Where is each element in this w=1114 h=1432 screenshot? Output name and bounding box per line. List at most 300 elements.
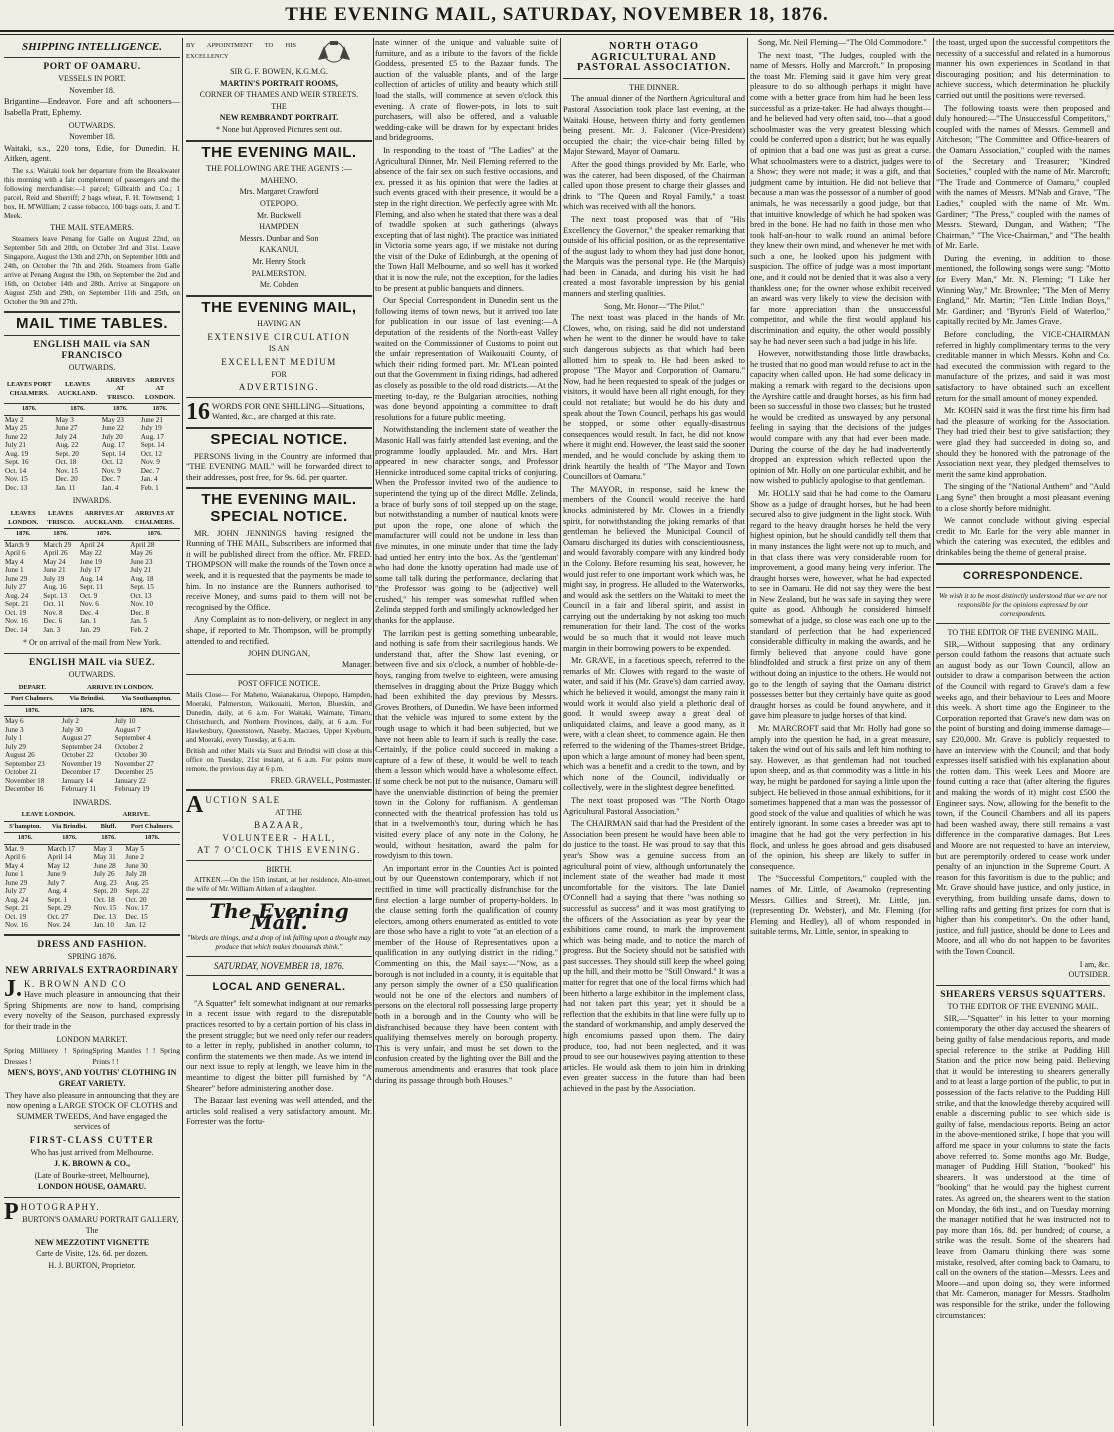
table-cell: Aug. 23 (93, 878, 117, 887)
outwards-title: OUTWARDS. (68, 120, 116, 130)
jkbrown-head: K. BROWN AND CO (24, 978, 128, 989)
table-cell: March 9 (5, 540, 30, 549)
table-cell: July 21 (130, 566, 152, 574)
table-cell: Aug. 17 (140, 432, 164, 441)
mezzotint: NEW MEZZOTINT VIGNETTE (34, 1237, 150, 1247)
table-row (4, 433, 180, 442)
spring-title: SPRING 1876. (67, 952, 117, 962)
table-subheader: Bluff. (93, 821, 125, 833)
table-cell: May 3 (55, 415, 74, 424)
table-cell: December 17 (61, 768, 101, 777)
letter-2: SIR,—"Squatter" in his letter to your morning contemporary the other day accused the shearers of being guilty of false mendacious reports, and made special reference to the strike at Pudding Hill Station and the price now being paid. Believing that it would be interesting to shearers generally and to at least a large portion of the public, to put in possession of the facts relative to the Pudding Hill strike, and that the knowledge thereby acquired will enable a discerning public to see which side is guilty of false, mendacious reports. Being an actor in the above-mentioned strike, I hope that you will afford me space in your columns to state the facts above referred to. Some months ago Mr. Budge, manager of Pudding Hill Station, "booked" his shearers. It was understood at the time of "booking" that he would pay the highest current rates. As agreed on, the shearers went to the station on Monday, the 6th inst., and on Tuesday morning the manager notified that he was instructed not to pay more than 16s. 8d. per hundred; of course, a strike was the result. Some of the shearers had leave from Oamaru thinking there was some mistake, resolved, after coming back to Oamaru, to call on the owners of the station—Messrs. Lees and Moore—and upon doing so, they were informed that Mr. Cameron, manager for Messrs. Stadholm was responsible for the strike, under the following circumstances: (936, 1013, 1110, 1320)
table-cell: June 29 (5, 878, 28, 887)
table-cell: Sept. 22 (125, 887, 149, 896)
table-cell: November 18 (5, 776, 45, 785)
col5-paragraph: The next toast, "The Judges, coupled with the name of Messrs. Holly and Marcroft." In proposing the toast Mr. Fleming said it gave him very great pleasure to do so although perhaps it might have come with a better grace from him had he been less successful as a prize-taker. He had always thought—and he believed had very often said, too—that a good schoolmaster was the very greatest blessing which could be conferred upon a district; but he was equally of opinion that a bad one was just as great a curse. What schoolmasters were to a district, judges were to a Show; they were not made; it was a gift, and that judgment came by intuition. He did not believe that because a man was the possessor of a number of good animals, he was necessarily a good judge, but that that intuitive knowledge of which he had spoken was bred in the bone. He had no faith in those men who took half-an-hour to walk round an animal before they knew their own mind, and whenever he met with such a one, he looked upon his judgment with suspicion. The office of judge was a most important one, and it could not be denied that it was also a very thankless one; for the owner whose exhibit received an award was very likely to view the decision with far more appreciation than the unsuccessful competitor, and while the first would applaud his discrimination and equity, the other would possibly say he had never seen such a bad judge in his life. (750, 50, 931, 346)
table-row (4, 751, 180, 760)
table-row (4, 609, 180, 618)
col3-paragraph: nate winner of the unique and valuable suite of furniture, and as a tribute to the favors of the fickle Goddess, presented £5 to the Bazaar funds. The auction of the valuable plants, and of the large collection of articles of utility and beauty which still load the stalls, will commence at seven o'clock this evening. A crate of flower-pots, in lots to suit purchasers, will also be offered, and a valuable wedding-cake will be drawn for by expectant brides and bridegrooms. (375, 38, 558, 143)
dinner-title: THE DINNER. (629, 82, 679, 92)
table-cell: January 14 (61, 776, 93, 785)
col3-paragraph: Our Special Correspondent in Dunedin sent us the following items of town news, but it arrived too late for publication in our issue of last evening:—A deputation of the residents of the North-east Valley waited on the Commissioner of Customs to point out the unfair representation of Waikouaiti County, of which their riding formed part. Mr. M'Lean pointed out that the Government in fixing ridings, had adhered as closely as possible to the old road districts.—At the meeting to-day, re the Bulgarian atrocities, nothing was done beyond appointing a committee to draft resolutions for a future public meeting. (375, 296, 558, 422)
waitaki-text: The s.s. Waitaki took her departure from the Breakwater this morning with a fair complement of passengers and the following merchandise:—1 parcel; Gilbraith and Co.; 1 parcel, Reid and Sherriff; 2 bags wheat, F. H. Townsend; 1 box, H. M'William; 2 casse tobacco, 100 bags oats, J. and T. Meek. (4, 166, 180, 220)
rembrandt: NEW REMBRANDT PORTRAIT. (219, 113, 339, 123)
having-an: HAVING AN (257, 319, 301, 329)
table-cell: June 2 (125, 853, 144, 862)
excellent: EXCELLENT MEDIUM (221, 357, 337, 368)
table-row (4, 844, 180, 853)
jkb-late: (Late of Bourke-street, Melbourne), (34, 1170, 150, 1180)
table-cell: August 7 (114, 725, 141, 734)
table-subheader: Via Southampton. (114, 694, 180, 706)
evening-mail-title-2: THE EVENING MAIL. (201, 491, 357, 509)
table-cell: May 2 (5, 415, 24, 424)
jkb-signature: J. K. BROWN & CO., (54, 1159, 130, 1169)
persons-text: PERSONS living in the Country are informed that "THE EVENING MAIL" will be forwarded direct to their addresses, post free, for 9s. 6d. per quarter. (186, 451, 372, 482)
table-subheader: Port Chalmers. (124, 821, 180, 833)
cutter: FIRST-CLASS CUTTER (29, 1134, 155, 1145)
column-divider (182, 38, 183, 1426)
table-cell: June 9 (47, 870, 66, 879)
table-cell: November 19 (61, 759, 101, 768)
table-cell: Jan. 12 (125, 921, 146, 930)
table-cell: Dec. 4 (79, 608, 99, 617)
table-cell: June 28 (93, 861, 116, 870)
table-row (4, 450, 180, 459)
carte: Carte de Visite, 12s. 6d. per dozen. (36, 1249, 148, 1259)
col5-song: Song, Mr. Neil Fleming—"The Old Commodore." (758, 38, 927, 47)
table-row (4, 415, 180, 424)
bazaar-text: The Bazaar last evening was well attended, and the articles sold realised a very satisfactory amount. Mr. Forrester was the fortu- (186, 1096, 372, 1127)
table-header: LEAVE LONDON. (4, 810, 93, 821)
table-row (4, 879, 180, 888)
table-cell: Oct. 9 (79, 591, 98, 600)
table-cell: June 3 (5, 725, 24, 734)
table-cell: July 19 (43, 574, 65, 583)
table-year: 1876. (93, 833, 125, 845)
table-cell: May 12 (47, 861, 70, 870)
table-cell: May 5 (125, 844, 144, 853)
table-cell: Mar. 9 (5, 844, 24, 853)
post-office-title: POST OFFICE NOTICE. (237, 679, 321, 689)
table-cell: Sept. 20 (93, 887, 118, 896)
suez-inwards-table (4, 810, 180, 930)
table-cell: July 19 (140, 424, 162, 433)
dropcap-a: A (186, 791, 204, 818)
table-cell: June 27 (55, 424, 78, 433)
table-year: 1876. (101, 404, 140, 416)
table-cell: April 6 (5, 853, 26, 862)
london-house: LONDON HOUSE, OAMARU. (37, 1182, 146, 1192)
column-5 (750, 38, 931, 1426)
mens-clothing: MEN'S, BOYS', AND YOUTHS' CLOTHING IN GREAT VARIETY. (7, 1068, 177, 1088)
millinery-right: Spring Mantles ! ! Spring Prints ! ! (92, 1046, 180, 1066)
table-cell: October 21 (5, 768, 38, 777)
table-cell: Aug. 25 (125, 878, 149, 887)
burton-signature: H. J. BURTON, Proprietor. (48, 1260, 136, 1270)
col4-paragraph: The annual dinner of the Northern Agricultural and Pastoral Association took place last evening, at the Waitaki House, between thirty and forty gentlemen being present. Mr. J. Falconer (Vice-President) occupied the chair; the vice-chair being filled by Major Steward, Mayor of Oamaru. (563, 94, 745, 157)
table-cell: April 28 (130, 540, 155, 549)
table-year: 1876. (4, 529, 42, 541)
table-cell: Oct. 12 (140, 449, 162, 458)
governor: SIR G. F. BOWEN, K.G.M.G. (230, 67, 328, 76)
table-row (4, 853, 180, 862)
table-cell: September 4 (114, 734, 151, 743)
table-row (4, 424, 180, 433)
column-divider (933, 38, 934, 1426)
table-year: 1876. (140, 404, 180, 416)
table-row (4, 566, 180, 575)
london-market: LONDON MARKET. (56, 1034, 128, 1044)
agent-entry: HAMPDEN (259, 222, 299, 232)
is-an: IS AN (268, 344, 290, 354)
col5-paragraph: The "Successful Competitors," coupled with the names of Mr. Little, of Awamoko (representing Messrs. Gillies and Street), Mr. Little, jun. (representing Dr. Webster), and Mr. Fleming (for Fleming and Hedley), all of whom responded in suitable terms, Mr. Little, senior, in speaking to (750, 874, 931, 937)
table-cell: Aug. 14 (79, 574, 103, 583)
column-divider (747, 38, 748, 1426)
table-cell: May 4 (5, 557, 24, 566)
col4-paragraph: Mr. GRAVE, in a facetious speech, referred to the remarks of Mr. Clowes with regard to the waste of water, and said if his (Mr. Grave's) dam carried away, which he believed it would, amongst the many rain it would work it would also yield a plethoric deal of good. It would sweep away a great deal of unliquidated claims, and leave a good many, as it were, with a clean sheet, to commence again. He then referred to the widening of the Thames-street Bridge, upon which a large amount of money had been spent, which was a benefit and a credit to the town, and by which none of the Council, individually or collectively, were in the slightest degree benefitted. (563, 656, 745, 793)
table-cell: September 23 (5, 759, 45, 768)
table-cell: December 25 (114, 768, 154, 777)
column-4 (563, 38, 745, 1426)
table-header: ARRIVES AT AUCKLAND. (79, 509, 130, 529)
outwards-text: Waitaki, s.s., 220 tons, Edie, for Dunedin. H. Aitken, agent. (4, 143, 180, 164)
agent-place: PALMERSTON. (251, 268, 307, 278)
table-cell: Dec. 8 (130, 608, 150, 617)
agent-entry: KAKANUI. (259, 245, 299, 255)
table-year: 1876. (42, 529, 78, 541)
table-cell: Aug. 18 (130, 574, 154, 583)
table-cell: March 17 (47, 844, 76, 853)
table-cell: Oct. 18 (93, 895, 115, 904)
col6-paragraph: the toast, urged upon the successful competitors the necessity of a successful and related in a humorous manner his own experiences in Scotland in that discouraging position; and his determination to achieve success, which determination he pluckily carried out until the positions were reversed. (936, 38, 1110, 100)
dropcap-j: J. (4, 975, 22, 1002)
table-row (4, 760, 180, 769)
table-cell: Oct. 13 (130, 591, 152, 600)
evening-mail-title: THE EVENING MAIL. (201, 143, 357, 161)
table-row (4, 870, 180, 879)
table-cell: June 21 (43, 566, 66, 574)
table-subheader: Via Brindisi. (46, 821, 92, 833)
table-cell: July 7 (47, 878, 65, 887)
table-cell: Sept. 21 (5, 904, 29, 913)
table-cell: Dec. 15 (125, 912, 148, 921)
table-cell: May 6 (5, 717, 24, 726)
table-row (4, 785, 180, 794)
agent-entry: Mrs. Margaret Crawford (239, 187, 319, 197)
table-row (4, 441, 180, 450)
jkbrown-text: Have much pleasure in announcing that their Spring Shipments are now to hand, comprising every novelty of the Season, purchased expressly for their trade in the (4, 990, 180, 1032)
sf-inwards: INWARDS. (72, 496, 112, 506)
table-cell: July 21 (5, 441, 26, 450)
table-cell: July 20 (101, 432, 123, 441)
table-cell: Jan. 4 (140, 475, 158, 484)
table-row (4, 467, 180, 476)
table-row (4, 904, 180, 913)
table-row (4, 592, 180, 601)
table-cell: Sept. 15 (130, 583, 154, 591)
col4-paragraph: After the good things provided by Mr. Earle, who was the caterer, had been disposed, of the Chairman called upon those present to charge their glasses and drink to "The Queen and Royal Family," a toast which was received with all the honors. (563, 159, 745, 212)
col6-paragraph: The singing of the "National Anthem" and "Auld Lang Syne" then brought a most pleasant evening to a close shortly before midnight. (936, 482, 1110, 513)
table-cell: Dec. 20 (55, 475, 78, 484)
table-year: 1876. (61, 705, 114, 717)
circulation-title: THE EVENING MAIL, (201, 298, 357, 316)
agent-entry: Mr. Buckwell (257, 210, 301, 220)
table-header: LEAVES 'FRISCO. (42, 509, 78, 529)
royal-arms-icon (304, 40, 364, 64)
table-cell: Dec. 6 (43, 617, 63, 625)
table-cell: July 1 (5, 734, 23, 743)
table-cell: Dec. 13 (93, 912, 116, 921)
table-header: LEAVES PORT CHALMERS. (4, 376, 54, 404)
table-row (4, 475, 180, 484)
auction-time: AT 7 O'CLOCK THIS EVENING. (196, 845, 362, 856)
port-title: PORT OF OAMARU. (43, 61, 141, 72)
rembrandt-note: * None but Approved Pictures sent out. (216, 124, 342, 134)
dropcap-p: P (4, 1198, 19, 1225)
table-cell: Nov. 17 (125, 904, 149, 913)
outwards-date: November 18. (69, 132, 115, 142)
sf-inwards-table (4, 509, 180, 634)
table-cell: February 19 (114, 785, 150, 794)
table-cell: April 24 (79, 540, 104, 549)
agent-entry: Messrs. Dunbar and Son (239, 233, 319, 243)
table-cell: October 30 (114, 751, 147, 760)
letter-1: SIR,—Without supposing that any ordinary person could fathom the reasons that actuate such an august body as our Town Council, allow an outsider to draw a comparison between the action of the Council with regard to Grave's dam a few weeks ago, and their behaviour to Lees and Moore this week. A short time ago the Engineer to the Corporation reported that Grave's new dam was on the point of bursting and doing immense damage—say £20,000. Mr. Grave is publicly requested to have an interview with the Council; and that body expresses itself satisfied with his explanation about the rotten dam. This week Lees and Moore are found cutting a race that (after altering the figures and making the words of it) might cost £500 the Engineer says. Now, allowing for the benefit to the town, if the Council Chambers and all its papers had been washed away, there still remains a vast difference in the comparative damages. But Lees and Moore are not requested to have an interview, but are peremptorily ordered to cease work under penalty of an injunction in the Supreme Court. A reason for this favoritism is due to the public; and Mr. Grave should have justice, and only justice, in everything, from building unsafe dams, down to selling rafts and getting first prizes for corn that is higher than his competitor's. On the other hand, justice, and full justice, should be done to Lees and Moore, and all who do not happen to be favorites with the Town Council. (936, 639, 1110, 956)
sf-title: ENGLISH MAIL via SAN FRANCISCO (33, 340, 151, 361)
col5-paragraph: However, notwithstanding those little drawbacks, he trusted that no good man would refuse to act in the capacity when called upon. He had some delicacy in making a remark with regard to the decisions upon the Ayrshire cattle and draught horses, as his firm had been so successful in those two classes; but he trusted he would be credited as unswayed by any personal feeling in saying that the decisions of the judges would compare with any that had ever been made. During the course of the day he had inadvertently dropped an expression which reflected upon the opinion of Mr. Holly on one particular exhibit, and he now wished to publicly apologise to that gentleman. (750, 349, 931, 486)
table-cell: Jan. 11 (55, 483, 76, 492)
col4-paragraph: The next toast proposed was "The North Otago Agricultural Pastoral Association." (563, 795, 745, 816)
table-cell: Aug. 19 (5, 449, 29, 458)
birth-text: AITKEN.—On the 15th instant, at her residence, Aln-street, the wife of Mr. William Aitken of a daughter. (186, 876, 372, 894)
table-cell: May 24 (43, 557, 66, 566)
table-cell: Aug. 22 (55, 441, 79, 450)
suez-inwards: INWARDS. (72, 797, 112, 807)
table-subheader: Via Brindisi. (61, 694, 114, 706)
to-editor-2: TO THE EDITOR OF THE EVENING MAIL. (947, 1002, 1099, 1012)
table-row (4, 583, 180, 592)
masthead-rule (0, 30, 1114, 32)
advertising: ADVERTISING. (238, 382, 320, 393)
table-cell: June 1 (5, 566, 24, 574)
table-cell: Oct. 12 (101, 458, 123, 467)
motto: "Words are things, and a drop of ink falling upon a thought may produce that which makes thousands think." (187, 933, 371, 951)
sixteen-number: 16 (186, 398, 210, 425)
table-cell: May 3 (93, 844, 113, 853)
col6-paragraph: Before concluding, the VICE-CHAIRMAN referred in highly complimentary terms to the very creditable manner in which Messrs. Kohn and Co. had executed the commission with regard to the manufacture of the prizes, and said it was most satisfactory to have obtained such an excellent return for the small amount of money expended. (936, 330, 1110, 403)
table-row (4, 717, 180, 726)
table-cell: April 14 (47, 853, 72, 862)
suez-outwards: OUTWARDS. (68, 670, 116, 680)
table-header: DEPART. (4, 683, 61, 694)
shipping-title: SHIPPING INTELLIGENCE. (22, 41, 162, 53)
table-cell: Nov. 15 (5, 475, 28, 484)
for: FOR (271, 369, 287, 379)
table-cell: Sept. 20 (55, 449, 79, 458)
masthead-rule-thin (0, 34, 1114, 35)
table-cell: Jan. 3 (43, 625, 61, 634)
shearers-title: SHEARERS VERSUS SQUATTERS. (940, 989, 1106, 1000)
col6-paragraph: During the evening, in addition to those mentioned, the following songs were sung: "Motto for Every Man," Mr. N. Fleming; "I Like her Winning Way," Mr. Brownlee; "The Men of Merry England," Mr. Martin; "Ten Little Indian Boys," Mr. Gardiner; and "Byron's Field of Waterloo," capitally recited by Mr. James Grave. (936, 253, 1110, 327)
table-cell: July 27 (5, 887, 26, 896)
agent-entry: MAHENO. (260, 175, 298, 185)
col6-paragraph: We cannot conclude without giving especial credit to Mr. Earle for the very able manner in which the catering was executed, the edibles and drinkables being the theme of general praise. (936, 516, 1110, 557)
table-cell: June 21 (140, 415, 163, 424)
table-cell: Aug. 17 (101, 441, 125, 450)
table-cell: November 27 (114, 759, 154, 768)
date-line: SATURDAY, NOVEMBER 18, 1876. (213, 960, 345, 971)
col6-paragraph: Mr. KOHN said it was the first time his firm had had the pleasure of working for the Association. They had tried their best to give satisfaction; they were glad they had succeeded in doing so, and should they be honored with the patronage of the Association next year, they pledged themselves to merit the same kind approbation. (936, 406, 1110, 479)
table-year: 1876. (124, 833, 180, 845)
table-cell: Jan. 10 (93, 921, 114, 930)
table-cell: July 10 (114, 717, 136, 726)
manager: Manager. (342, 659, 372, 669)
table-cell: May 26 (130, 549, 153, 557)
table-cell: Jan. 29 (79, 625, 101, 634)
sf-outwards: OUTWARDS. (68, 363, 116, 373)
table-year: 1876. (79, 529, 130, 541)
table-row (4, 558, 180, 567)
table-cell: July 28 (125, 870, 147, 879)
martin-address: CORNER OF THAMES AND WEIR STREETS. (199, 90, 359, 100)
col4-paragraph: The next toast was placed in the hands of Mr. Clowes, who, on rising, said he did not understand when he went to the dinner he would have to take such dangerous subjects as that which had been allotted him to speak to. He had been asked to propose "The Mayor and Corporation of Oamaru." Now, had he been requested to speak of the judges or visitors, it would have been all right enough, for they could not retaliate; but would he do his duty and speak about the Town Council, perhaps his gas would be stopped, or some other equally-disastrous consequences would result. In fact, he did not know where it might end. However, the least said the sooner mended, and he would conclude by asking them to drink heartily the health of "The Mayor and Town Councillors of Oamaru." (563, 313, 745, 482)
table-row (4, 777, 180, 786)
table-cell: Aug. 24 (5, 591, 29, 600)
post-office-text: Mails Close— For Maheno, Waianakarua, Otepopo, Hampden, Moeraki, Palmerston, Waikouaiti, Merton, Blueskin, and Dunedin, daily, at 6 a.m. For Waitaki, Waimate, Timaru, Christchurch, and Northern Provinces, daily, at 6 a.m. For Hawkesbury, Queenstown, Naseby, Macraes, Upper Kyeburn, and Moeraki, every Tuesday, at 6 a.m. (186, 690, 372, 744)
gothic-title: The Evening Mail. (209, 899, 349, 935)
table-cell: Sept. 14 (140, 441, 165, 450)
table-header: LEAVES AUCKLAND. (54, 376, 100, 404)
extensive: EXTENSIVE CIRCULATION (207, 331, 351, 342)
dress-title: DRESS AND FASHION. (37, 939, 147, 950)
table-header: ARRIVE. (93, 810, 180, 821)
table-cell: Oct. 18 (55, 458, 77, 467)
col6-paragraph: The following toasts were then proposed and duly honoured:—"The Unsuccessful Competitors," coupled with the names of Messrs. Gemmell and Aitcheson; "The Committee and Office-bearers of the Oamaru Association," coupled with the names of the Secretary and Treasurer; "Kindred Societies," coupled with the name of Mr. Marcroft; "The Trade and Commerce of Oamaru," coupled with the names of Messrs. M'Nab and Grave, "The Ladies," coupled with the name of Mr. Wm. Gardiner; "The Press," coupled with the names of Messrs. Steward, Dungan, and Wathen; "The Chairman," "The Vice-Chairman," and "The health of Mr. Earle. (936, 103, 1110, 251)
table-cell: Aug. 4 (47, 887, 67, 896)
correspondence-title: CORRESPONDENCE. (963, 569, 1083, 582)
table-row (4, 626, 180, 635)
sf-note: * Or on arrival of the mail from New York. (23, 638, 161, 647)
table-cell: April 6 (5, 549, 26, 557)
table-cell: May 23 (101, 415, 124, 424)
table-year: 1876. (4, 705, 61, 717)
table-cell: Oct. 20 (125, 895, 147, 904)
table-header: ARRIVE IN LONDON. (61, 683, 180, 694)
table-cell: June 22 (5, 432, 28, 441)
agent-entry: Mr. Henry Stock (252, 256, 306, 266)
sf-outwards-table (4, 376, 180, 493)
table-cell: February 11 (61, 785, 97, 794)
table-cell: Oct. 14 (5, 466, 27, 475)
table-year: 1876. (4, 404, 54, 416)
i-am: I am, &c. (1079, 959, 1110, 969)
table-cell: December 16 (5, 785, 44, 794)
table-cell: August 26 (5, 751, 35, 760)
table-row (4, 458, 180, 467)
suez-outwards-table (4, 683, 180, 794)
table-row (4, 743, 180, 752)
table-cell: June 1 (5, 870, 24, 879)
table-cell: Aug. 16 (43, 583, 67, 591)
rembrandt-the: THE (271, 101, 287, 111)
table-header: LEAVES LONDON. (4, 509, 42, 529)
column-1 (4, 38, 180, 1426)
table-cell: Nov. 9 (101, 466, 121, 475)
table-cell: Nov. 16 (5, 617, 28, 625)
special-notice-2: SPECIAL NOTICE. (210, 508, 348, 525)
jennings-text: MR. JOHN JENNINGS having resigned the Running of THE MAIL, Subscribers are informed that it will be published direct from the office. Mr. FRED. THOMPSON will make the rounds of the Town once a week, and it is requested that the payments be made to him. In no instance are the Runners authorised to receive Money, and sums paid to them will not be recognised by the Office. (186, 528, 372, 612)
table-cell: Sept. 16 (5, 458, 29, 467)
col4-paragraph: The MAYOR, in response, said he knew the members of the Council would receive the hard knocks administered by Mr. Clowes in a friendly spirit, for notwithstanding the joking remarks of that gentleman he believed the Municipal Council of Oamaru discharged its duties with conscientiousness, and would favorably compare with any kindred body in the Colony. Before resuming his seat, however, he would just refer to one important work which was, he might say, in progress. He alluded to the Waterworks, and would ask the settlers on the Waitaki to meet the Council in a fair and liberal spirit, and assist in carrying out the undertaking by not asking too much remuneration for their land. The cost of the works would be so much that it would not leave much margin in their borrowing powers to be expended. (563, 484, 745, 653)
col5-paragraph: Mr. MARCROFT said that Mr. Holly had gone so amply into the question he had, in a great measure, taken the wind out of his sails and left him nothing to say. However, as that gentleman had not touched upon sheep, and as that commodity was a little in his way, he might be pardoned for saying a little upon the subject. He believed in those annual exhibitions, for it sometimes happened that a man was the possessor of good stock of the value and qualities of which he was entirely ignorant. In some cases a breeder was apt to imagine that he had got the very perfection in his flock, and unless he goes abroad and gets disabused of the opinion, his sheep are likely to suffer in consequence. (750, 724, 931, 871)
table-cell: July 2 (61, 717, 79, 726)
table-cell: Oct. 27 (47, 912, 69, 921)
table-row (4, 913, 180, 922)
table-row (4, 896, 180, 905)
tweeds-text: They have also pleasure in announcing that they are now opening a LARGE STOCK OF CLOTHS and SUMMER TWEEDS, And have engaged the services of (5, 1090, 179, 1132)
table-subheader: S'hampton. (4, 821, 46, 833)
table-cell: Sept. 13 (43, 591, 67, 600)
col4-paragraph: The next toast proposed was that of "His Excellency the Governor," the speaker remarking that outside of his official position, or as the representative of the august lady to whom they had just done honor, the Marquis was the personal type. He (the Marquis) had been in Canada, and during his visit he had created a most favorable impression by his genial manners and sterling qualities. (563, 214, 745, 299)
table-cell: Nov. 16 (5, 921, 28, 930)
table-header: ARRIVES AT LONDON. (140, 376, 180, 404)
special-notice-1: SPECIAL NOTICE. (210, 431, 348, 449)
millinery-left: Spring Millinery ! Spring Dresses ! (4, 1046, 93, 1066)
table-row (4, 862, 180, 871)
mail-steamers-text: Steamers leave Penang for Galle on August 22nd, on September 5th and 20th, on October 3rd and 31st. Leave Singapore, August the 13th and 27th, on September 10th and 24th, on October the 7th and 26th. Steamers from Galle arrive at Penang August the 19th, on September the 2nd and 16th, on October 14th and 28th. Arrive at Singapore on August 25th and 29th, on September 11th and 25th, on October the 9th and 27th. (4, 234, 180, 306)
col3-paragraph: The larrikin pest is getting something unbearable, and nothing is safe from their sacrilegious hands. We understand that, after the Show last evening, or between five and six o'clock, a number of hobble-de-hoys, ranging from twelve to eighteen, were amusing themselves in dragging about the Prize Buggy which had been exhibited the day previous by Messrs. Groves Brothers, of Dunedin. We have been informed that the vehicle was injured to some extent by the rough usage to which it had been subjected, but we have not been able to learn if such is really the case. Certainly, if the police could succeed in making a capture of a few of these, it would be well to teach them a lesson which would have a wholesome effect. If some check be not put to the nuisance, Oamaru will have the unenviable distinction of being the premier town in the Colony for ruffianism. A gentleman connected with the theatrical profession has told us that in a twelvemonth's tour, during which he has visited every place of any note in the Colony, he would, without hesitation, award the palm for rowdyism to this town. (375, 628, 558, 861)
table-row (4, 734, 180, 743)
table-cell: July 17 (79, 566, 101, 574)
table-cell: Sept. 11 (79, 583, 103, 591)
table-cell: June 23 (130, 557, 153, 566)
column-3 (375, 38, 558, 1426)
table-cell: Sept. 14 (101, 449, 126, 458)
col5-paragraph: Mr. HOLLY said that he had come to the Oamaru Show as a judge of draught horses, but he had been secured also to give judgment in the light stock. With regard to the heavy draught horses he held the very highest opinion, but he should candidly tell them that in many instances the light were not up to much, and in that class there was very considerable room for improvement, a good many being very inferior. The draught horses were, however, what he had expected to see in Oamaru. He did not say they were the best in New Zealand, but he was safe in saying they were quite as good. Although he considered himself somewhat of a judge, so close was each one up to the standard of perfection that he had experienced considerable difficulty in making the awards, and he firmly believed that anyone could have gone blindfolded and struck a first prize on any of them without doing an injustice to the others. He would not go to the length of saying that the Oamaru district possesses better but they certainly have quite as good draught horses as could be found anywhere, and it gave him pleasure to judge horses of that kind. (750, 488, 931, 721)
table-cell: Dec. 7 (101, 475, 121, 484)
table-cell: Sept. 29 (47, 904, 71, 913)
table-cell: May 4 (5, 861, 24, 870)
table-cell: June 22 (101, 424, 124, 433)
suez-title: ENGLISH MAIL via SUEZ. (28, 657, 156, 668)
postmaster: FRED. GRAVELL, Postmaster. (270, 775, 372, 785)
table-cell: June 30 (125, 861, 148, 870)
table-cell: Nov. 24 (47, 921, 71, 930)
table-cell: Nov. 6 (79, 600, 99, 608)
disclaimer: We wish it to be most distinctly understood that we are not responsible for the opinions expressed by our correspondents. (939, 592, 1107, 619)
table-year: 1876. (129, 529, 180, 541)
masthead: THE EVENING MAIL, SATURDAY, NOVEMBER 18, 1876. (285, 4, 829, 25)
table-cell: Sept. 21 (5, 600, 29, 608)
burton-the: The (85, 1226, 99, 1236)
table-cell: Oct. 19 (5, 912, 27, 921)
cutter-sub: Who has just arrived from Melbourne. (30, 1147, 154, 1157)
table-cell: May 22 (79, 549, 102, 557)
table-cell: Jan. 5 (130, 617, 148, 625)
table-cell: Oct. 19 (5, 608, 27, 617)
table-cell: Nov. 15 (93, 904, 117, 913)
table-cell: July 30 (61, 725, 83, 734)
table-row (4, 887, 180, 896)
agent-entry: OTEPOPO. (259, 198, 298, 208)
to-editor: TO THE EDITOR OF THE EVENING MAIL. (947, 628, 1099, 638)
table-cell: Dec. 14 (5, 625, 28, 634)
martin-rooms: MARTIN'S PORTRAIT ROOMS, (220, 78, 338, 88)
table-header: ARRIVES AT CHALMERS. (129, 509, 180, 529)
table-cell: August 27 (61, 734, 92, 743)
table-cell: Aug. 24 (5, 895, 29, 904)
